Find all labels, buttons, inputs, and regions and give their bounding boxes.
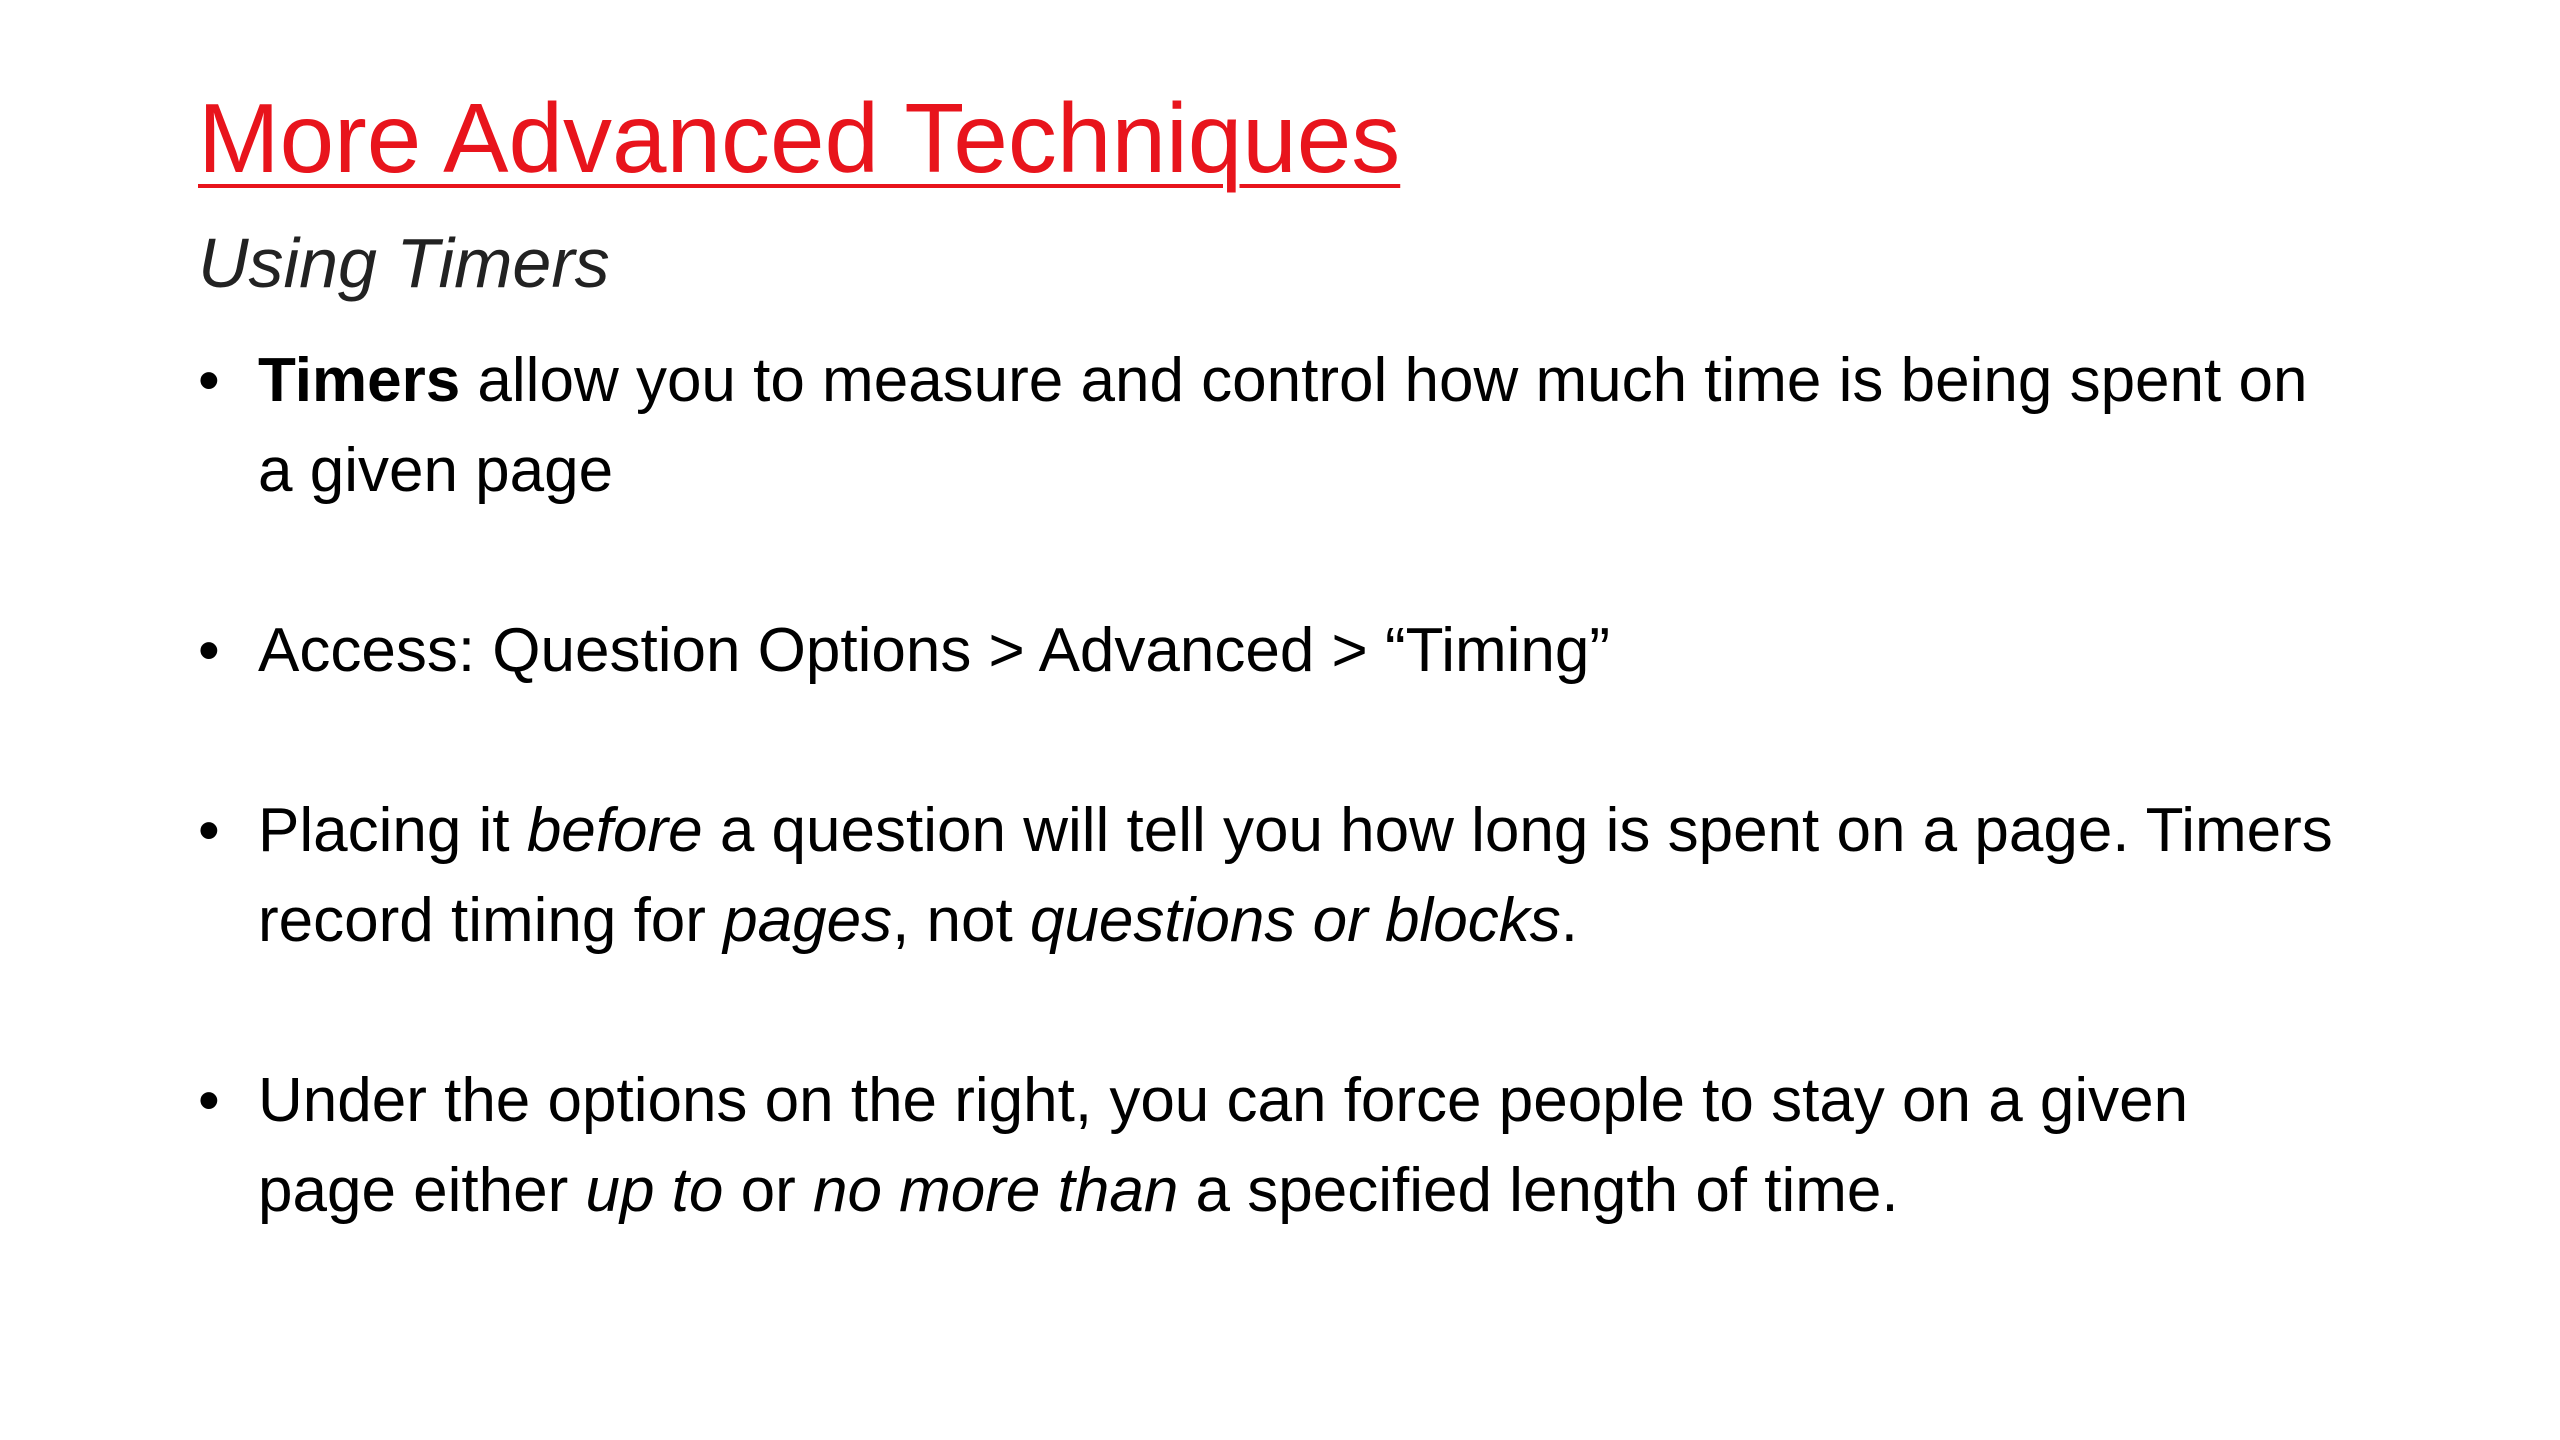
bullet-text: , not	[892, 886, 1030, 955]
italic-term: up to	[585, 1156, 724, 1225]
slide-subtitle: Using Timers	[198, 224, 610, 302]
italic-term: no more than	[812, 1156, 1179, 1225]
bullet-text: allow you to measure and control how much time is being spent on a given page	[258, 346, 2308, 505]
bullet-text: a specified length of time.	[1178, 1156, 1899, 1225]
bullet-text: Access: Question Options > Advanced > “Timing”	[258, 616, 1611, 685]
bullet-text: Placing it	[258, 796, 527, 865]
bullet-icon: •	[198, 346, 220, 415]
bullet-item-options	[198, 1056, 2338, 1236]
bullet-text: or	[723, 1156, 813, 1225]
bullet-text: Under the options on the right, you can force people to stay on a given page either	[258, 1066, 2189, 1225]
italic-term: before	[526, 796, 703, 865]
bullet-item-access	[198, 606, 2338, 696]
bullet-text: a question will tell you how long is spent on a page. Timers record timing for	[258, 796, 2333, 955]
bullet-icon: •	[198, 1066, 220, 1135]
italic-term: questions or blocks	[1029, 886, 1561, 955]
bullet-text: .	[1560, 886, 1578, 955]
bullet-icon: •	[198, 796, 220, 865]
italic-term: pages	[723, 886, 893, 955]
bullet-item-placing	[198, 786, 2338, 966]
bullet-item-timers	[198, 336, 2338, 516]
slide-title: More Advanced Techniques	[198, 83, 1401, 193]
bullet-list	[198, 336, 2338, 1326]
bold-term: Timers	[258, 346, 461, 415]
bullet-icon: •	[198, 616, 220, 685]
